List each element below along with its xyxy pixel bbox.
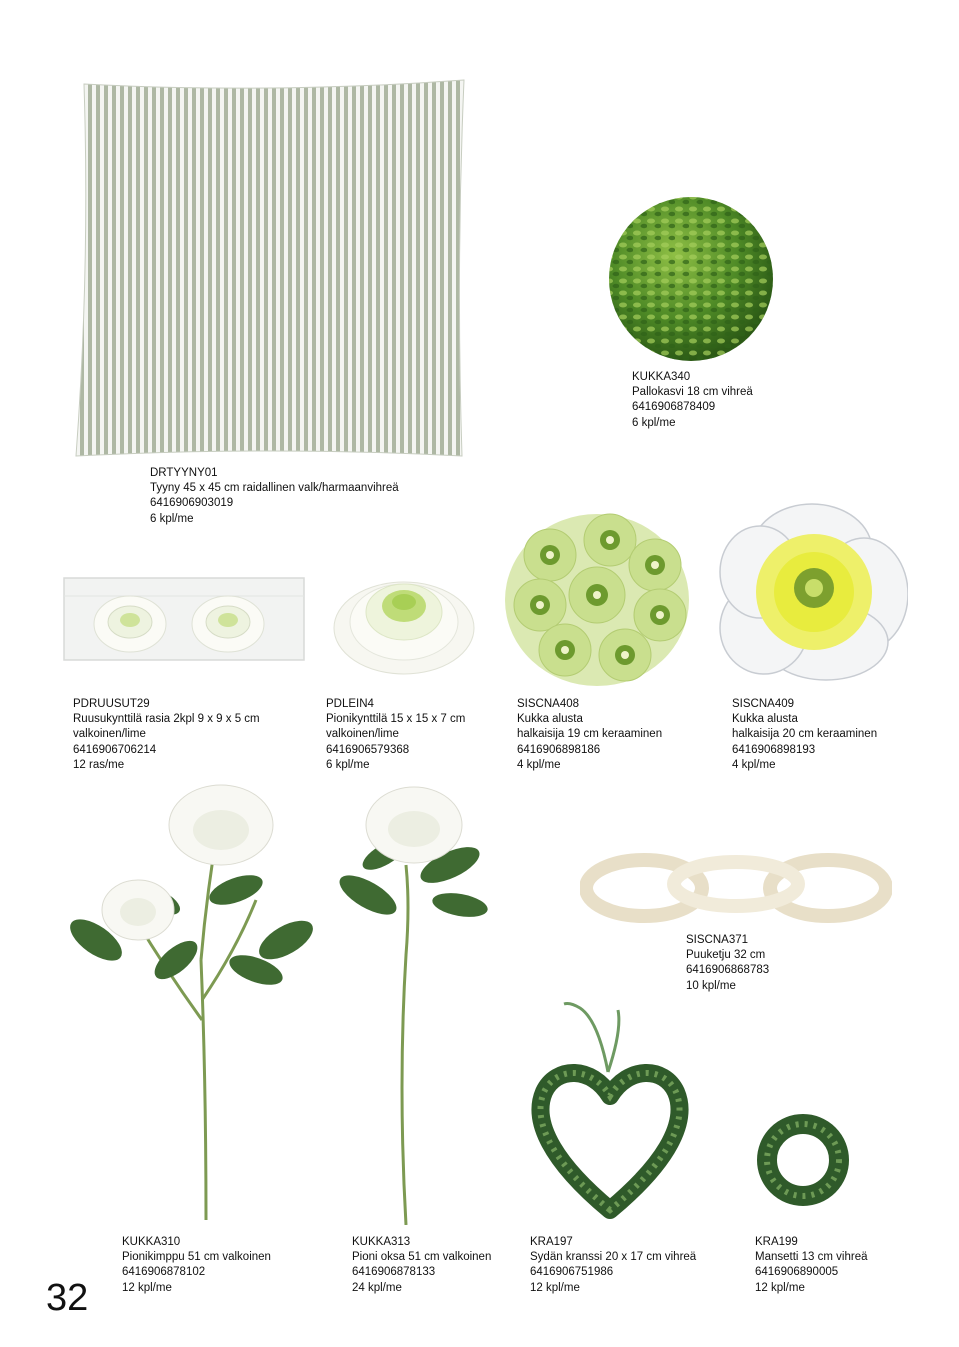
product-code: SISCNA371 xyxy=(686,934,749,946)
product-qty: 12 ras/me xyxy=(73,758,125,771)
product-code: KUKKA313 xyxy=(352,1236,411,1248)
page-number: 32 xyxy=(46,1277,89,1319)
product-name: Pallokasvi 18 cm vihreä xyxy=(632,386,753,399)
product-ean: 6416906878133 xyxy=(352,1266,436,1279)
product-qty: 24 kpl/me xyxy=(352,1281,402,1294)
product-name-2: halkaisija 20 cm keraaminen xyxy=(732,728,878,741)
product-name: Tyyny 45 x 45 cm raidallinen valk/harmaanvihreä xyxy=(150,482,399,495)
wooden-chain-image xyxy=(580,848,892,926)
peony-candle-image xyxy=(330,566,478,678)
product-name: Ruusukynttilä rasia 2kpl 9 x 9 x 5 cm xyxy=(73,713,260,726)
product-code: PDRUUSUT29 xyxy=(73,698,150,710)
product-caption-wreath xyxy=(755,1235,868,1296)
product-qty: 4 kpl/me xyxy=(732,758,776,771)
product-code: DRTYYNY01 xyxy=(150,467,218,479)
product-qty: 12 kpl/me xyxy=(122,1281,172,1294)
product-caption-peonybunch xyxy=(122,1235,271,1296)
product-code: KRA199 xyxy=(755,1236,798,1248)
round-wreath-image xyxy=(755,1102,851,1224)
product-name: Pionikimppu 51 cm valkoinen xyxy=(122,1251,271,1264)
product-name: Puuketju 32 cm xyxy=(686,949,766,962)
rose-candle-box-image xyxy=(60,574,310,666)
product-qty: 12 kpl/me xyxy=(530,1281,580,1294)
product-caption-chain xyxy=(686,933,769,994)
product-caption-plate408 xyxy=(517,697,662,773)
product-code: SISCNA408 xyxy=(517,698,580,710)
product-code: PDLEIN4 xyxy=(326,698,374,710)
product-ean: 6416906751986 xyxy=(530,1266,614,1279)
flower-cluster-plate-image xyxy=(500,510,695,690)
product-ean: 6416906868783 xyxy=(686,964,770,977)
product-ean: 6416906890005 xyxy=(755,1266,839,1279)
product-ean: 6416906878409 xyxy=(632,401,716,414)
peony-bunch-image xyxy=(56,780,326,1220)
product-name: Mansetti 13 cm vihreä xyxy=(755,1251,868,1264)
product-name-2: valkoinen/lime xyxy=(73,728,146,741)
product-caption-cushion xyxy=(150,466,399,527)
product-ean: 6416906898186 xyxy=(517,743,601,756)
product-qty: 4 kpl/me xyxy=(517,758,561,771)
product-name-2: valkoinen/lime xyxy=(326,728,399,741)
product-name: Kukka alusta xyxy=(732,713,798,726)
product-qty: 10 kpl/me xyxy=(686,979,736,992)
product-code: SISCNA409 xyxy=(732,698,795,710)
product-qty: 12 kpl/me xyxy=(755,1281,805,1294)
product-qty: 6 kpl/me xyxy=(632,416,676,429)
product-caption-candlebox xyxy=(73,697,260,773)
product-ean: 6416906903019 xyxy=(150,497,234,510)
product-code: KUKKA310 xyxy=(122,1236,181,1248)
product-name: Kukka alusta xyxy=(517,713,583,726)
product-qty: 6 kpl/me xyxy=(326,758,370,771)
product-name: Pioni oksa 51 cm valkoinen xyxy=(352,1251,492,1264)
boxwood-ball-image xyxy=(605,193,777,365)
product-code: KRA197 xyxy=(530,1236,573,1248)
heart-wreath-image xyxy=(530,1000,690,1222)
flower-plate-image xyxy=(716,502,908,682)
product-caption-peonycandle xyxy=(326,697,465,773)
product-ean: 6416906706214 xyxy=(73,743,157,756)
striped-cushion-image xyxy=(72,78,472,460)
product-caption-heart xyxy=(530,1235,696,1296)
product-ean: 6416906878102 xyxy=(122,1266,206,1279)
product-name-2: halkaisija 19 cm keraaminen xyxy=(517,728,663,741)
product-ean: 6416906898193 xyxy=(732,743,816,756)
product-caption-plate409 xyxy=(732,697,877,773)
product-code: KUKKA340 xyxy=(632,371,691,383)
product-caption-ball xyxy=(632,370,753,431)
product-name: Sydän kranssi 20 x 17 cm vihreä xyxy=(530,1251,697,1264)
product-qty: 6 kpl/me xyxy=(150,512,194,525)
product-name: Pionikynttilä 15 x 15 x 7 cm xyxy=(326,713,466,726)
product-caption-peonystem xyxy=(352,1235,491,1296)
product-ean: 6416906579368 xyxy=(326,743,410,756)
peony-stem-image xyxy=(328,785,493,1225)
